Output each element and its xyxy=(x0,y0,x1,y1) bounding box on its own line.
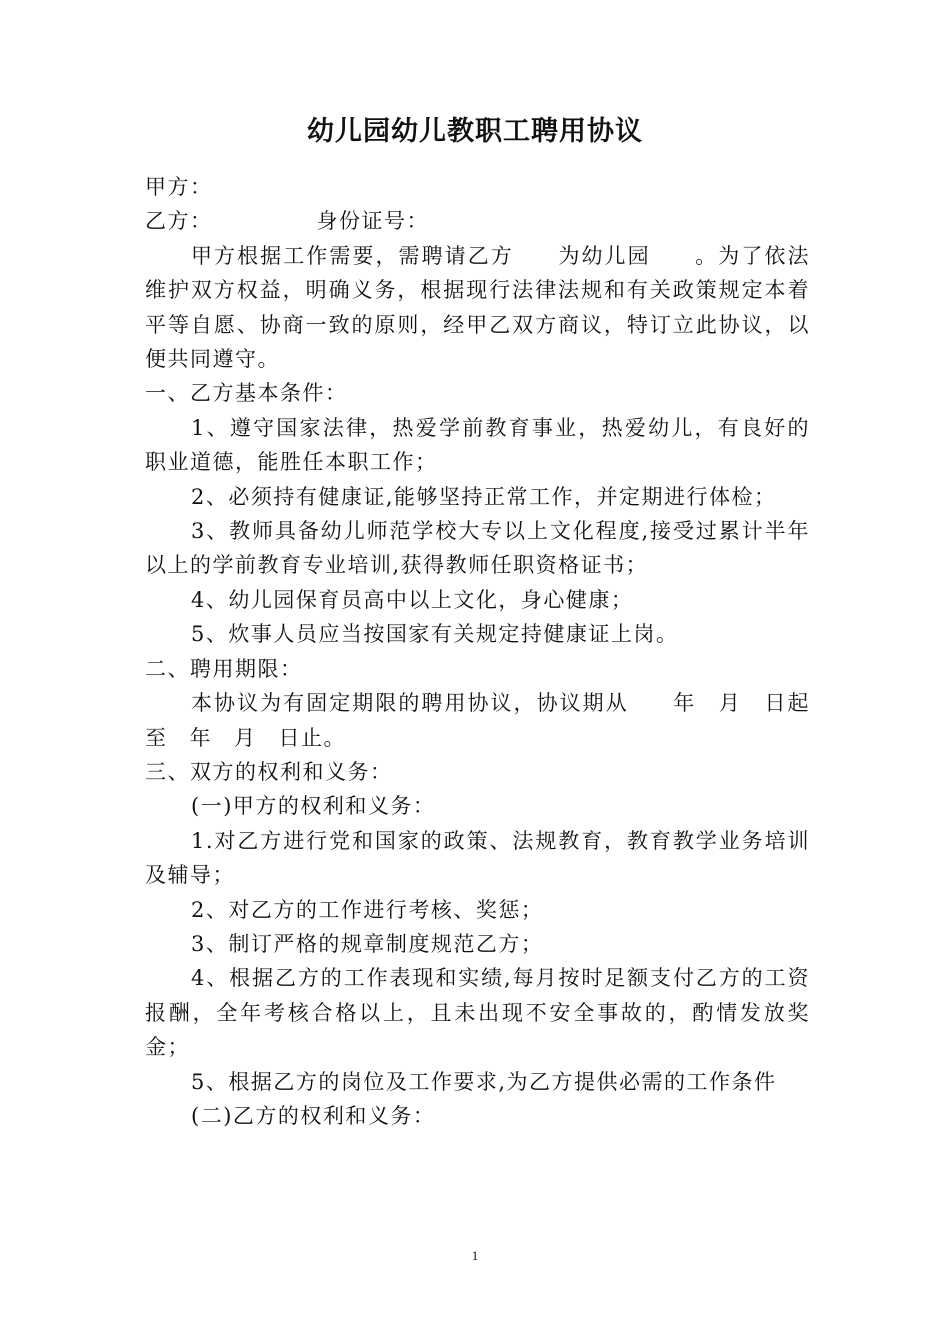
term-line2-text: 起至 xyxy=(145,691,811,750)
party-a-label: 甲方： xyxy=(145,175,213,199)
id-number-label: 身份证号： xyxy=(316,209,429,234)
section3-sub1-item: 4、根据乙方的工作表现和实绩,每月按时足额支付乙方的工资报酬，全年考核合格以上，且未出现不安全事故的，酌情发放奖金； xyxy=(145,966,810,1060)
term-start-month: 月 xyxy=(718,691,742,716)
term-start-day: 日 xyxy=(763,691,788,716)
document-body xyxy=(145,170,810,1133)
section1-item: 2、必须持有健康证,能够坚持正常工作，并定期进行体检； xyxy=(191,484,777,509)
term-paragraph xyxy=(145,686,810,755)
section2-heading: 二、聘用期限： xyxy=(145,656,303,681)
section3-sub1-item: 2、对乙方的工作进行考核、奖惩； xyxy=(191,897,544,922)
section3-sub1-item: 5、根据乙方的岗位及工作要求,为乙方提供必需的工作条件 xyxy=(191,1069,777,1094)
term-start-year: 年 xyxy=(672,691,697,716)
section1-heading: 一、乙方基本条件： xyxy=(145,381,348,406)
document-title: 幼儿园幼儿教职工聘用协议 xyxy=(307,116,643,147)
page-number: 1 xyxy=(471,1248,479,1263)
party-b-line xyxy=(145,204,810,238)
party-b-label: 乙方： xyxy=(145,209,213,234)
intro-paragraph xyxy=(145,239,810,377)
section3-sub2-heading: (二)乙方的权利和义务： xyxy=(191,1103,436,1128)
intro-part3: 。为了依法维护双方权益，明确义务，根据现行法律法规和有关政策规定本着平等自愿、协商一致的原则，经甲乙双方商议，特订立此协议，以便共同遵守。 xyxy=(145,243,810,372)
intro-part2: 为幼儿园 xyxy=(557,243,651,268)
term-line1-text: 本协议为有固定期限的聘用协议，协议期从 xyxy=(191,691,629,716)
section3-sub1-item: 3、制订严格的规章制度规范乙方； xyxy=(191,931,544,956)
term-end-day: 日止。 xyxy=(278,725,346,750)
intro-part1: 甲方根据工作需要，需聘请乙方 xyxy=(191,243,514,268)
section3-heading: 三、双方的权利和义务： xyxy=(145,759,393,784)
section1-item: 3、教师具备幼儿师范学校大专以上文化程度,接受过累计半年以上的学前教育专业培训,获得教师任职资格证书； xyxy=(145,519,810,578)
section1-item: 4、幼儿园保育员高中以上文化，身心健康； xyxy=(191,587,634,612)
term-end-year: 年 xyxy=(189,725,212,750)
party-a-line xyxy=(145,170,810,204)
section1-item: 5、炊事人员应当按国家有关规定持健康证上岗。 xyxy=(191,622,679,647)
section3-sub1-heading: (一)甲方的权利和义务： xyxy=(191,794,436,819)
term-end-month: 月 xyxy=(234,725,257,750)
section3-sub1-item: 1.对乙方进行党和国家的政策、法规教育，教育教学业务培训及辅导； xyxy=(145,828,810,888)
section1-item: 1、遵守国家法律，热爱学前教育事业，热爱幼儿，有良好的职业道德，能胜任本职工作； xyxy=(145,415,810,475)
